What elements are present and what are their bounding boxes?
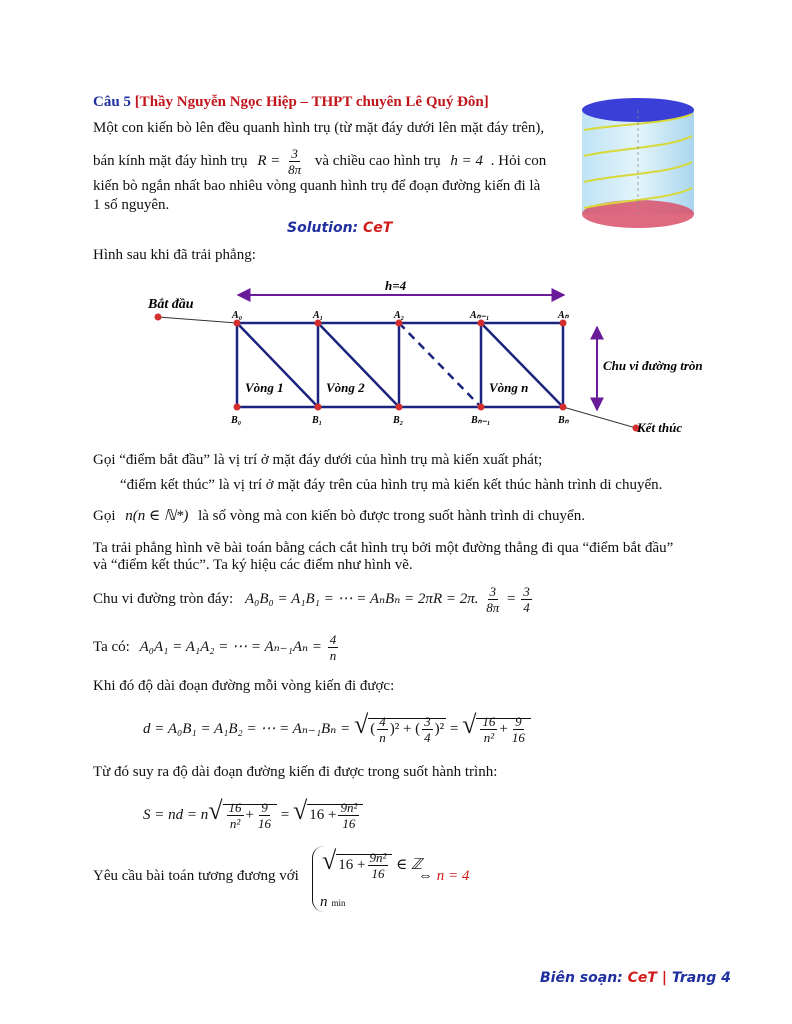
footer-page: Trang 4 bbox=[671, 970, 731, 986]
footer-author: CeT bbox=[627, 970, 657, 986]
body-p7-frac bbox=[328, 632, 339, 663]
body-p5: và “điểm kết thúc”. Ta ký hiệu các điểm như hình vẽ. bbox=[93, 557, 413, 573]
body-p10: Từ đó suy ra độ dài đoạn đường kiến đi được trong suốt hành trình: bbox=[93, 764, 498, 780]
body-p7-math: A₀A₁ = A₁A₂ = ⋯ = Aₙ₋₁Aₙ = bbox=[139, 638, 322, 655]
sqrt-radicand-2: $\frac{16}{\text{n²}}$ + $\frac{9}{16}$ bbox=[476, 718, 530, 739]
question-title bbox=[93, 94, 489, 111]
point-b1 bbox=[315, 404, 322, 411]
cylinder-illustration bbox=[578, 96, 698, 232]
label-bn-1: Bₙ₋₁ bbox=[471, 415, 491, 426]
body-p11-frac2 bbox=[256, 800, 273, 831]
label-a2: A₂ bbox=[394, 310, 405, 321]
body-p6-frac1 bbox=[484, 584, 501, 615]
body-p11-frac1-den: n² bbox=[229, 816, 241, 832]
label-bn: Bₙ bbox=[558, 415, 569, 426]
system-line-1 bbox=[322, 846, 422, 881]
body-p11-frac3-num: 9n² bbox=[340, 800, 358, 816]
body-p6-frac1-num: 3 bbox=[489, 584, 496, 599]
radius-fraction bbox=[286, 146, 303, 177]
body-p11-frac3 bbox=[338, 800, 359, 831]
loop-n-label: Vòng n bbox=[489, 380, 529, 395]
point-b0 bbox=[234, 404, 241, 411]
body-p7-frac-num: 4 bbox=[329, 632, 337, 647]
body-p9-frac1-num: 4 bbox=[379, 714, 386, 730]
problem-line-2-height-text: và chiều cao hình trụ bbox=[314, 152, 441, 169]
body-p2: “điểm kết thúc” là vị trí ở mặt đáy trên của hình trụ mà kiến kết thúc hành trình di chuyển. bbox=[120, 477, 663, 493]
height-value: h = 4 bbox=[450, 152, 484, 169]
point-bn bbox=[560, 404, 567, 411]
system-line-2 bbox=[320, 894, 346, 911]
end-label: Kết thúc bbox=[637, 420, 683, 435]
body-p9-frac1 bbox=[377, 714, 388, 745]
body-p11-frac2-den: 16 bbox=[258, 816, 271, 832]
body-p9-frac4-den: 16 bbox=[511, 730, 525, 746]
start-label: Bắt đầu bbox=[148, 297, 194, 312]
label-a0: A₀ bbox=[232, 310, 243, 321]
body-p6-math: A₀B₀ = A₁B₁ = ⋯ = AₙBₙ = 2πR = 2π. bbox=[244, 590, 479, 607]
problem-line-3: kiến bò ngắn nhất bao nhiêu vòng quanh hình trụ để đoạn đường kiến đi là bbox=[93, 178, 541, 194]
label-a1: A₁ bbox=[313, 310, 324, 321]
body-p12-in: ∈ ℤ bbox=[396, 857, 423, 873]
body-p6-eq: = bbox=[507, 590, 516, 607]
body-p6-label: Chu vi đường tròn đáy: bbox=[93, 590, 234, 607]
body-p12-frac-num: 9n² bbox=[369, 850, 387, 866]
body-p9-frac3 bbox=[480, 714, 497, 745]
point-bn-1 bbox=[478, 404, 485, 411]
radius-num: 3 bbox=[291, 146, 298, 161]
sqrt-radicand-4 bbox=[307, 800, 363, 832]
sqrt-radicand-3: $\frac{16}{\text{n²}}$ + $\frac{9}{16}$ bbox=[223, 804, 277, 825]
label-b0: B₀ bbox=[231, 415, 242, 426]
body-p4: Ta trải phẳng hình vẽ bài toán bằng cách cắt hình trụ bởi một đường thẳng đi qua “điểm bắt đầu” bbox=[93, 540, 674, 556]
question-source: [Thầy Nguyễn Ngọc Hiệp – THPT chuyên Lê Quý Đôn] bbox=[134, 94, 489, 110]
body-p3-text: là số vòng mà con kiến bò được trong suốt hành trình di chuyển. bbox=[198, 508, 585, 524]
body-p7-frac-den: n bbox=[329, 648, 337, 663]
start-lead-line bbox=[158, 317, 237, 323]
label-an-1: Aₙ₋₁ bbox=[470, 310, 490, 321]
body-p12-iff: ⇔ bbox=[418, 868, 433, 884]
sqrt-radicand-5 bbox=[336, 850, 392, 882]
sqrt-sign-4: √ bbox=[292, 796, 308, 825]
sqrt-sign-5: √ bbox=[322, 846, 337, 875]
body-p1: Gọi “điểm bắt đầu” là vị trí ở mặt đáy dưới của hình trụ mà kiến xuất phát; bbox=[93, 452, 543, 468]
body-p6-frac2-den: 4 bbox=[523, 600, 530, 615]
body-p12-inner: 16 + bbox=[338, 857, 366, 873]
body-p9-frac2 bbox=[422, 714, 433, 745]
body-p9-frac4-num: 9 bbox=[515, 714, 522, 730]
body-p12-frac bbox=[368, 850, 389, 881]
sqrt-radicand-1: ( $\frac{4}{n}$ )² + ( $\frac{3}{4}$ )² bbox=[370, 714, 445, 746]
body-p9-frac3-den: n² bbox=[483, 730, 495, 746]
body-p6-frac2-num: 3 bbox=[523, 584, 530, 599]
label-b2: B₂ bbox=[393, 415, 404, 426]
loop-1-label: Vòng 1 bbox=[245, 380, 284, 395]
sqrt-sign-3: √ bbox=[208, 796, 223, 825]
body-p7-label: Ta có: bbox=[93, 638, 130, 655]
problem-line-1: Một con kiến bò lên đều quanh hình trụ (từ mặt đáy dưới lên mặt đáy trên), bbox=[93, 120, 545, 136]
intro-text: Hình sau khi đã trải phẳng: bbox=[93, 247, 256, 263]
n-symbol: n bbox=[320, 894, 328, 910]
point-b2 bbox=[396, 404, 403, 411]
circumference-label: Chu vi đường tròn bbox=[603, 358, 703, 373]
body-p3 bbox=[93, 506, 585, 525]
body-p9-frac4 bbox=[510, 714, 527, 745]
body-p11-inner: 16 + bbox=[309, 807, 337, 823]
body-p9-math: d = A₀B₁ = A₁B₂ = ⋯ = Aₙ₋₁Bₙ = bbox=[143, 721, 351, 737]
question-number: Câu 5 bbox=[93, 94, 131, 110]
body-p12-frac-den: 16 bbox=[371, 866, 385, 882]
body-p11 bbox=[143, 796, 363, 831]
radius-symbol: R = bbox=[257, 152, 281, 169]
cylinder-body bbox=[582, 110, 694, 214]
sqrt-sign-1: √ bbox=[353, 710, 369, 739]
body-p12-result: n = 4 bbox=[436, 868, 470, 884]
body-p11-frac3-den: 16 bbox=[342, 816, 356, 832]
body-p7 bbox=[93, 632, 340, 663]
body-p9-frac1-den: n bbox=[379, 730, 386, 746]
min-subscript: min bbox=[331, 898, 346, 908]
top-point-labels bbox=[231, 310, 570, 321]
body-p11-math: S = nd = n bbox=[143, 807, 209, 823]
body-p3-math: n(n ∈ ℕ*) bbox=[125, 508, 189, 524]
radius-den: 8π bbox=[288, 162, 302, 177]
problem-line-2-end: . Hỏi con bbox=[490, 152, 547, 169]
body-p12-label: Yêu cầu bài toán tương đương với bbox=[93, 868, 299, 884]
body-p3-prefix: Gọi bbox=[93, 508, 116, 524]
footer-separator: | bbox=[661, 970, 667, 986]
solution-word: Solution: bbox=[287, 220, 359, 236]
body-p11-frac1 bbox=[227, 800, 244, 831]
body-p11-eq: = bbox=[280, 807, 290, 823]
start-point bbox=[155, 314, 162, 321]
problem-line-4: 1 số nguyên. bbox=[93, 197, 170, 213]
label-an: Aₙ bbox=[558, 310, 569, 321]
problem-line-2 bbox=[93, 146, 546, 177]
label-b1: B₁ bbox=[312, 415, 323, 426]
unrolled-diagram bbox=[140, 272, 740, 444]
end-lead-line bbox=[563, 407, 636, 428]
sqrt-sign-2: √ bbox=[462, 710, 477, 739]
body-p11-frac2-num: 9 bbox=[261, 800, 268, 816]
diagonal-dashed bbox=[399, 323, 481, 407]
body-p9-frac2-den: 4 bbox=[424, 730, 431, 746]
body-p6-frac2 bbox=[521, 584, 532, 615]
solution-author: CeT bbox=[363, 220, 393, 236]
bottom-point-labels bbox=[230, 415, 570, 426]
body-p8: Khi đó độ dài đoạn đường mỗi vòng kiến đi được: bbox=[93, 678, 395, 694]
solution-label bbox=[287, 220, 392, 236]
body-p11-frac1-num: 16 bbox=[228, 800, 242, 816]
points bbox=[155, 314, 640, 432]
body-p6 bbox=[93, 584, 534, 615]
body-p9-frac3-num: 16 bbox=[482, 714, 496, 730]
height-label: h=4 bbox=[385, 278, 407, 293]
body-p12-iff-group bbox=[418, 868, 469, 885]
body-p9: d = A₀B₁ = A₁B₂ = ⋯ = Aₙ₋₁Bₙ = √ ( $\frac{4}{n}$ )² + ( $\frac{3}{4}$ )² = √ $\frac{16}{\text{n²}}$ + $\frac{9}{16}$ bbox=[143, 710, 531, 745]
body-p9-frac2-num: 3 bbox=[424, 714, 431, 730]
body-p6-frac1-den: 8π bbox=[486, 600, 500, 615]
loop-2-label: Vòng 2 bbox=[326, 380, 365, 395]
footer-prefix: Biên soạn: bbox=[540, 970, 623, 986]
problem-line-2-text: bán kính mặt đáy hình trụ bbox=[93, 152, 248, 169]
page-footer bbox=[540, 970, 731, 986]
